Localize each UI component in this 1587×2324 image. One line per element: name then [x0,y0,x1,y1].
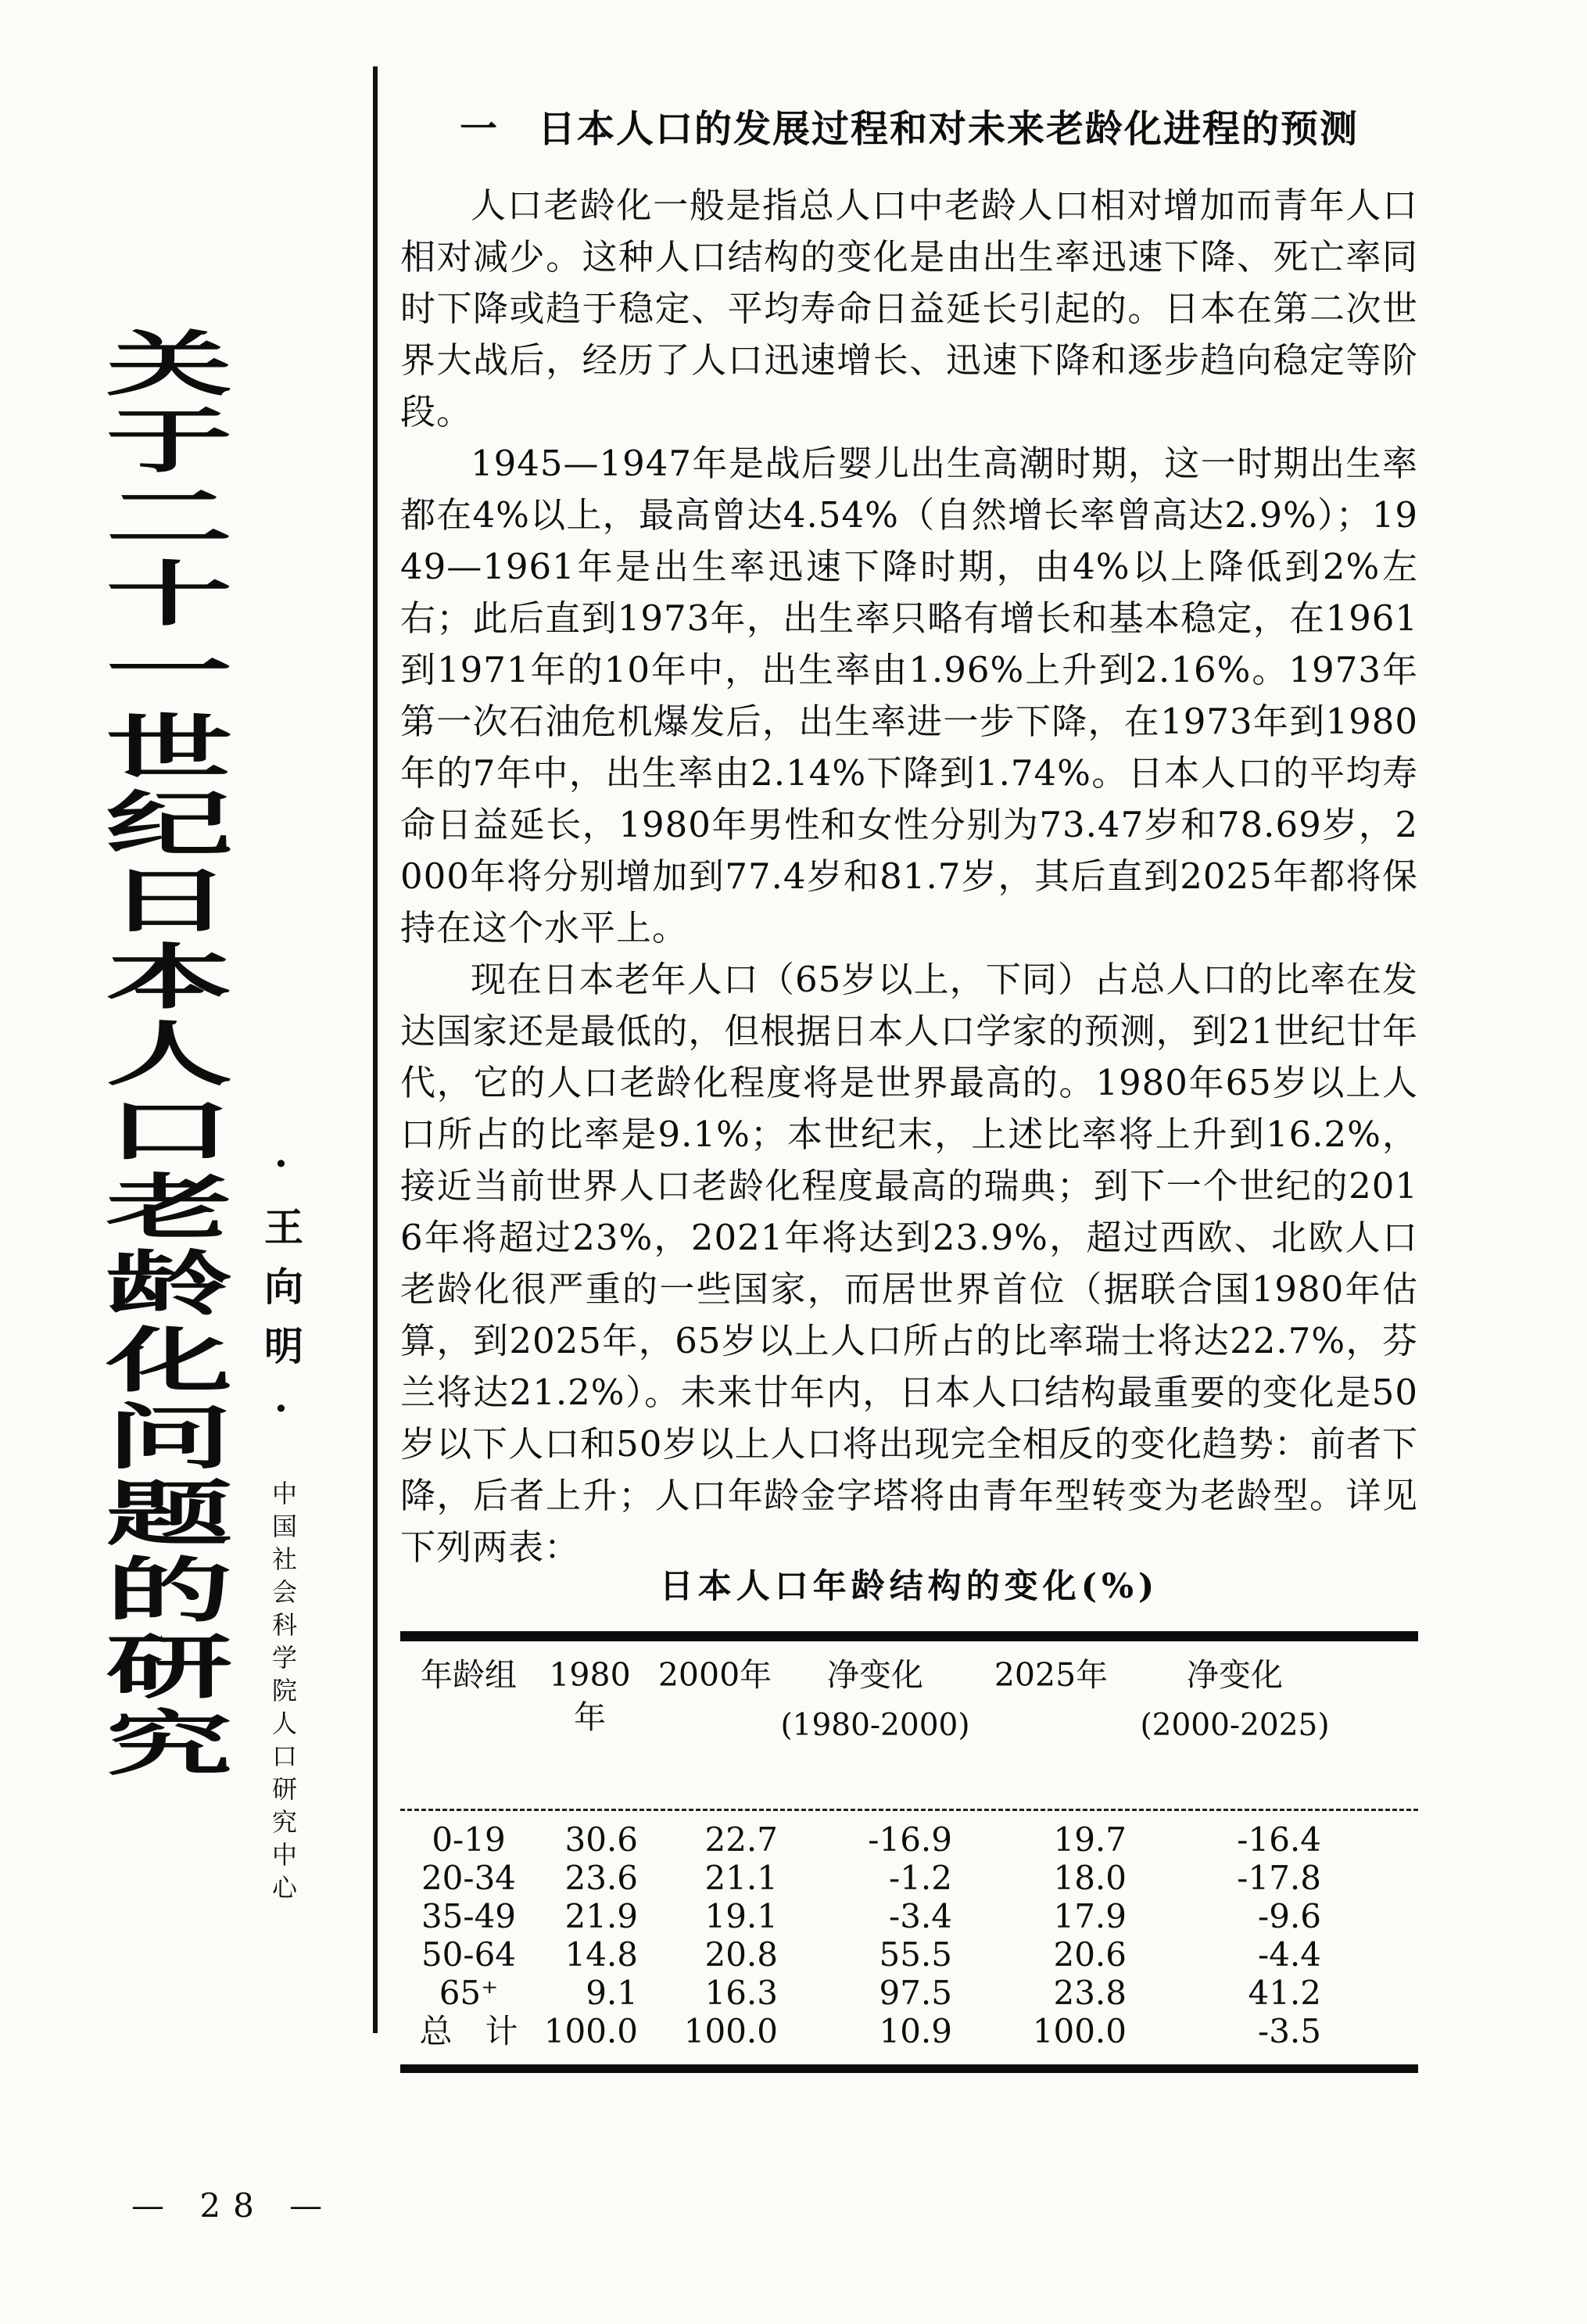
table-cell: 10.9 [879,2012,952,2050]
table-cell: 20.6 [1053,1935,1127,1974]
age-structure-table-section [400,1567,1418,2073]
col-header-label: 2025年 [994,1656,1109,1694]
col-header-2000 [643,1654,787,1798]
col-subheader-label: (2000-2025) [1140,1708,1330,1743]
table-cell: 19.7 [1053,1820,1127,1859]
table-cell: -17.8 [1237,1859,1321,1897]
table-title: 日本人口年龄结构的变化(%) [659,1567,1159,1606]
table-cell: 14.8 [564,1935,638,1974]
section-heading: 一 日本人口的发展过程和对未来老龄化进程的预测 [459,107,1359,151]
table-cell: -3.5 [1258,2012,1321,2050]
table-cell: 0-19 [432,1820,506,1859]
table-cell: 17.9 [1053,1897,1127,1935]
table-row [400,1935,1418,1974]
col-subheader-label: (1980-2000) [780,1708,970,1743]
table-row-total [400,2012,1418,2050]
table-cell: -9.6 [1258,1897,1321,1935]
table-cell: 100.0 [683,2012,778,2050]
table-cell: 100.0 [1032,2012,1127,2050]
table-cell: 9.1 [586,1974,638,2012]
table-row [400,1897,1418,1935]
table-cell: 16.3 [704,1974,778,2012]
table-cell: 41.2 [1248,1974,1321,2012]
table-cell: 22.7 [704,1820,778,1859]
paragraph-1: 人口老龄化一般是指总人口中老龄人口相对增加而青年人口相对减少。这种人口结构的变化是由出生率迅速下降、死亡率同时下降或趋于稳定、平均寿命日益延长引起的。日本在第二次世界大战后，经历了人口迅速增长、迅速下降和逐步趋向稳定等阶段。 [400,185,1418,432]
table-cell: 21.9 [564,1897,638,1935]
table-cell: 50-64 [421,1935,517,1974]
paragraph-3: 现在日本老年人口（65岁以上，下同）占总人口的比率在发达国家还是最低的，但根据日本人口学家的预测，到21世纪廿年代，它的人口老龄化程度将是世界最高的。1980年65岁以上人口所占的比率是9.1%；本世纪末，上述比率将上升到16.2%，接近当前世界人口老龄化程度最高的瑞典；到下一个世纪的2016年将超过23%，2021年将达到23.9%，超过西欧、北欧人口老龄化很严重的一些国家，而居世界首位（据联合国1980年估算，到2025年，65岁以上人口所占的比率瑞士将达22.7%，芬兰将达21.2%）。未来廿年内，日本人口结构最重要的变化是50岁以下人口和50岁以上人口将出现完全相反的变化趋势：前者下降，后者上升；人口年龄金字塔将由青年型转变为老龄型。详见下列两表： [400,959,1418,1568]
table-cell: 55.5 [879,1935,952,1974]
table-cell: 23.6 [564,1859,638,1897]
table-cell: 100.0 [543,2012,638,2050]
table-cell: 65⁺ [439,1974,499,2012]
table-header-row [400,1654,1418,1811]
table-cell: 21.1 [704,1859,778,1897]
table-cell: 35-49 [421,1897,517,1935]
age-structure-table [400,1631,1418,2073]
col-header-label: 2000年 [657,1656,772,1694]
col-header-age-group [400,1654,537,1798]
table-cell: 30.6 [564,1820,638,1859]
table-cell: -16.9 [868,1820,952,1859]
table-row [400,1974,1418,2012]
col-header-net-change-2000-2025 [1139,1654,1331,1798]
table-row [400,1859,1418,1897]
table-cell: 97.5 [879,1974,952,2012]
page-number: — 28 — [131,2186,335,2225]
col-header-1980 [537,1654,643,1798]
table-cell: -16.4 [1237,1820,1321,1859]
author-name: ·王向明· [258,1140,304,1451]
table-cell: 20.8 [704,1935,778,1974]
paragraph-2: 1945—1947年是战后婴儿出生高潮时期，这一时期出生率都在4%以上，最高曾达4.54%（自然增长率曾高达2.9%）；1949—1961年是出生率迅速下降时期，由4%以上降低到2%左右；此后直到1973年，出生率只略有增长和基本稳定，在1961到1971年的10年中，出生率由1.96%上升到2.16%。1973年第一次石油危机爆发后，出生率进一步下降，在1973年到1980年的7年中，出生率由2.14%下降到1.74%。日本人口的平均寿命日益延长，1980年男性和女性分别为73.47岁和78.69岁，2000年将分别增加到77.4岁和81.7岁，其后直到2025年都将保持在这个水平上。 [400,443,1418,949]
table-cell: -4.4 [1258,1935,1321,1974]
col-header-label: 年龄组 [421,1656,517,1694]
col-header-label: 1980年 [549,1656,631,1736]
col-header-2025 [963,1654,1139,1798]
article-title-vertical: 关于二十一世纪日本人口老龄化问题的研究 [83,327,233,1783]
table-cell: 18.0 [1053,1859,1127,1897]
col-header-label: 净变化 [827,1656,923,1694]
table-cell: 20-34 [421,1859,517,1897]
author-affiliation: 中国社会科学院人口研究中心 [268,1480,298,1907]
col-header-net-change-1980-2000 [780,1654,970,1798]
table-cell: -3.4 [889,1897,952,1935]
table-row [400,1820,1418,1859]
col-header-label: 净变化 [1187,1656,1283,1694]
table-cell: 23.8 [1053,1974,1127,2012]
vertical-divider-rule [373,66,378,2033]
main-text-column [400,108,1418,1573]
table-cell: 总 计 [419,2012,518,2050]
table-cell: 19.1 [704,1897,778,1935]
table-cell: -1.2 [889,1859,952,1897]
